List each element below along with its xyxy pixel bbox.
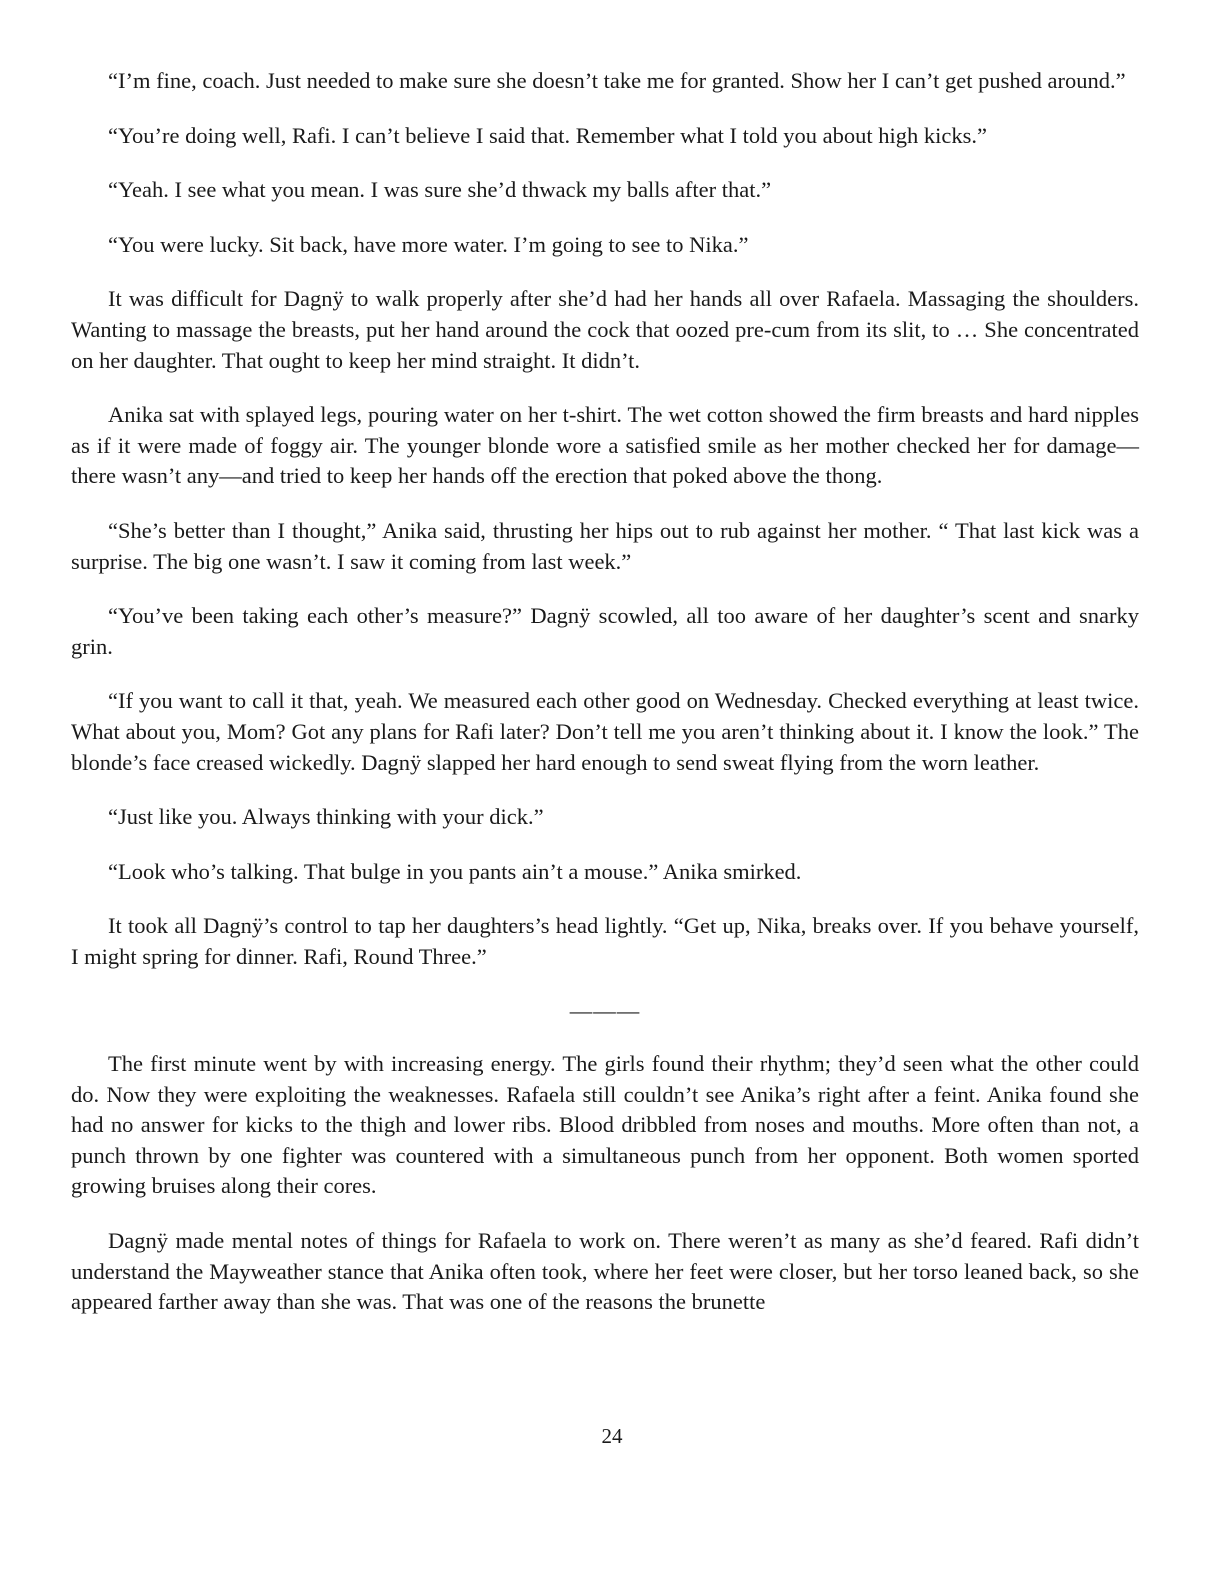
paragraph-8: “You’ve been taking each other’s measure?” Dagnÿ scowled, all too aware of her daughter’s scent and snarky grin. xyxy=(71,603,1139,659)
paragraph-11: “Look who’s talking. That bulge in you pants ain’t a mouse.” Anika smirked. xyxy=(108,858,802,884)
page-number: 24 xyxy=(601,1424,623,1448)
paragraph-9: “If you want to call it that, yeah. We measured each other good on Wednesday. Checked everything at least twice. What about you, Mom? Got any plans for Rafi later? Don’t tell me you aren’t thinking about it. I know the look.” The blonde’s face creased wickedly. Dagnÿ slapped her hard enough to send sweat flying from the worn leather. xyxy=(71,688,1139,775)
paragraph-4: “You were lucky. Sit back, have more water. I’m going to see to Nika.” xyxy=(108,231,749,257)
body-text xyxy=(71,66,1139,1342)
paragraph-10: “Just like you. Always thinking with your dick.” xyxy=(108,804,544,830)
paragraph-13: The first minute went by with increasing energy. The girls found their rhythm; they’d seen what the other could do. Now they were exploiting the weaknesses. Rafaela still couldn’t see Anika’s right after a feint. Anika found she had no answer for kicks to the thigh and lower ribs. Blood dribbled from noses and mouths. More often than not, a punch thrown by one fighter was countered with a simultaneous punch from her opponent. Both women sported growing bruises along their cores. xyxy=(71,1051,1139,1199)
paragraph-1: “I’m fine, coach. Just needed to make sure she doesn’t take me for granted. Show her I can’t get pushed around.” xyxy=(108,68,1126,93)
paragraph-7: “She’s better than I thought,” Anika said, thrusting her hips out to rub against her mother. “ That last kick was a surprise. The big one wasn’t. I saw it coming from last week.” xyxy=(71,517,1139,574)
section-divider: ——— xyxy=(569,998,641,1024)
paragraph-5: It was difficult for Dagnÿ to walk properly after she’d had her hands all over Rafaela. Massaging the shoulders. Wanting to massage the breasts, put her hand around the cock that oozed pre-cum from its slit, to … She concentrated on her daughter. That ought to keep her mind straight. It didn’t. xyxy=(71,286,1139,373)
paragraph-12: It took all Dagnÿ’s control to tap her daughters’s head lightly. “Get up, Nika, breaks over. If you behave yourself, I might spring for dinner. Rafi, Round Three.” xyxy=(71,913,1139,969)
paragraph-6: Anika sat with splayed legs, pouring water on her t-shirt. The wet cotton showed the firm breasts and hard nipples as if it were made of foggy air. The younger blonde wore a satisfied smile as her mother checked her for damage—there wasn’t any—and tried to keep her hands off the erection that poked above the thong. xyxy=(71,402,1139,489)
paragraph-2: “You’re doing well, Rafi. I can’t believe I said that. Remember what I told you about high kicks.” xyxy=(108,122,987,148)
paragraph-3: “Yeah. I see what you mean. I was sure she’d thwack my balls after that.” xyxy=(108,177,772,203)
paragraph-14: Dagnÿ made mental notes of things for Rafaela to work on. There weren’t as many as she’d feared. Rafi didn’t understand the Mayweather stance that Anika often took, where her feet were closer, but her torso leaned back, so she appeared farther away than she was. That was one of the reasons the brunette xyxy=(71,1228,1139,1315)
